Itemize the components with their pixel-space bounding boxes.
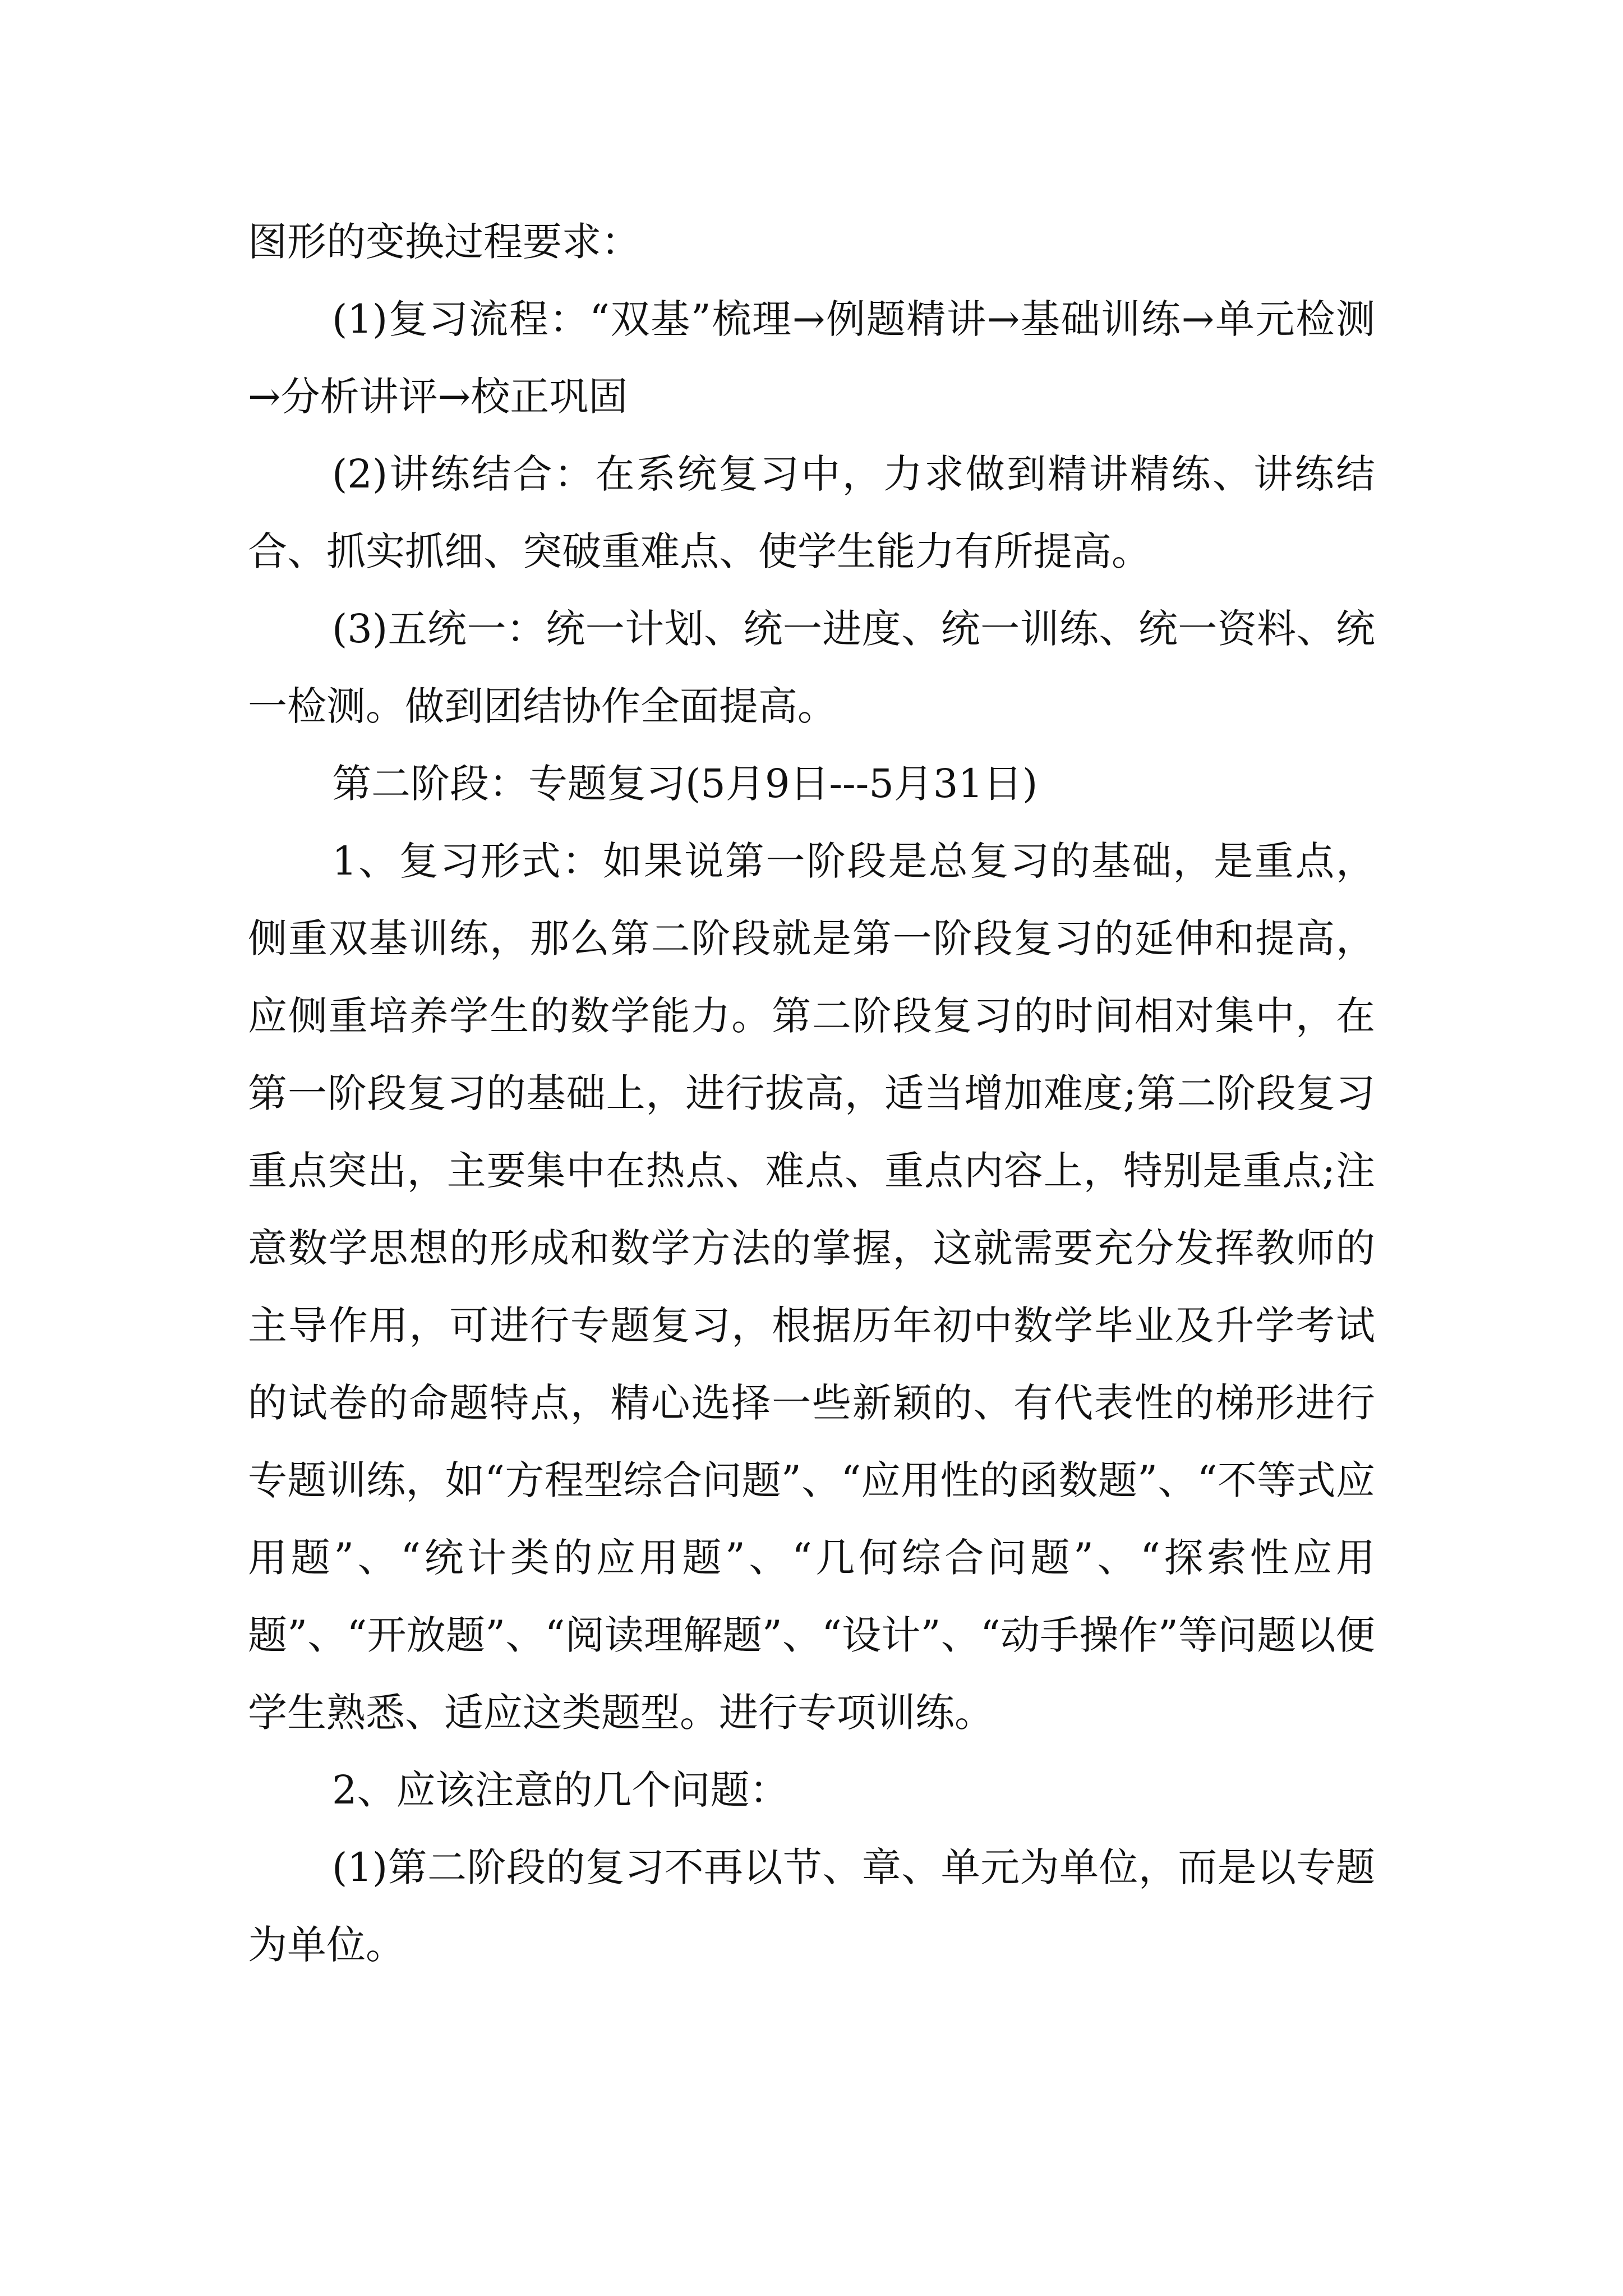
- paragraph-topic-units: (1)第二阶段的复习不再以节、章、单元为单位，而是以专题为单位。: [248, 1844, 1375, 1968]
- paragraph-attention-issues: 2、应该注意的几个问题：: [332, 1767, 789, 1813]
- paragraph-review-form: 1、复习形式：如果说第一阶段是总复习的基础，是重点，侧重双基训练，那么第二阶段就是第一阶段复习的延伸和提高，应侧重培养学生的数学能力。第二阶段复习的时间相对集中，在第一阶段复习的基础上，进行拔高，适当增加难度;第二阶段复习重点突出，主要集中在热点、难点、重点内容上，特别是重点;注意数学思想的形成和数学方法的掌握，这就需要充分发挥教师的主导作用，可进行专题复习，根据历年初中数学毕业及升学考试的试卷的命题特点，精心选择一些新颖的、有代表性的梯形进行专题训练，如“方程型综合问题”、“应用性的函数题”、“不等式应用题”、“统计类的应用题”、“几何综合问题”、“探索性应用题”、“开放题”、“阅读理解题”、“设计”、“动手操作”等问题以便学生熟悉、适应这类题型。进行专项训练。: [248, 838, 1375, 1736]
- paragraph-stage-two-heading: 第二阶段：专题复习(5月9日---5月31日): [332, 761, 1038, 807]
- document-body: [248, 203, 1375, 1984]
- paragraph-lecture-practice: (2)讲练结合：在系统复习中，力求做到精讲精练、讲练结合、抓实抓细、突破重难点、使学生能力有所提高。: [248, 451, 1375, 574]
- paragraph-review-process: (1)复习流程：“双基”梳理→例题精讲→基础训练→单元检测→分析讲评→校正巩固: [248, 296, 1375, 420]
- paragraph-transform-requirements: 图形的变换过程要求：: [248, 219, 640, 265]
- paragraph-five-unifications: (3)五统一：统一计划、统一进度、统一训练、统一资料、统一检测。做到团结协作全面提高。: [248, 606, 1375, 729]
